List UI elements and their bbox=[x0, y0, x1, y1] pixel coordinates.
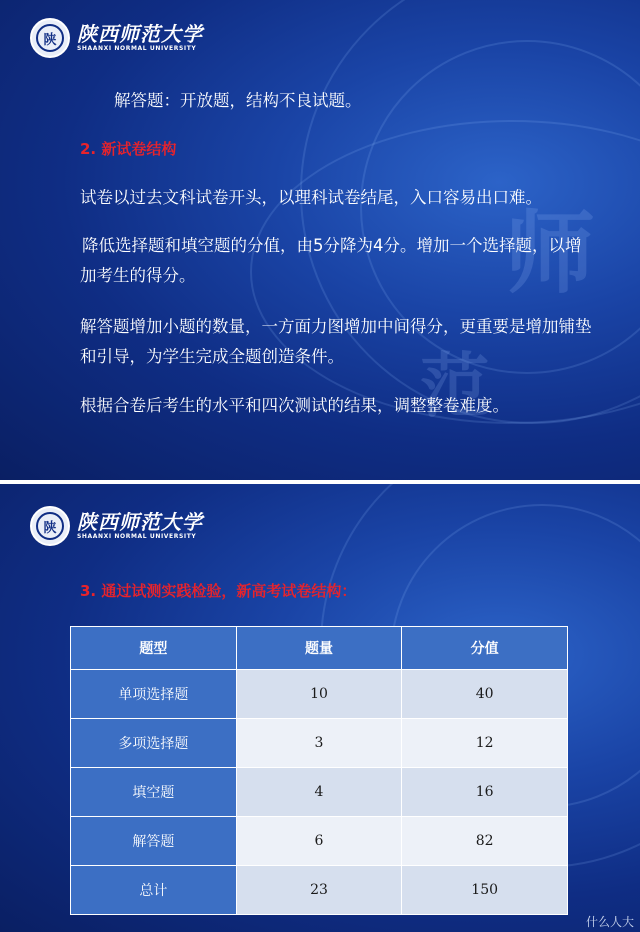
table-cell-score: 82 bbox=[402, 817, 568, 866]
section-heading: 2. 新试卷结构 bbox=[80, 140, 177, 158]
university-name-cn: 陕西师范大学 bbox=[77, 22, 203, 46]
university-name-en: SHAANXI NORMAL UNIVERSITY bbox=[77, 533, 197, 540]
table-cell-type: 解答题 bbox=[71, 817, 237, 866]
university-logo bbox=[30, 18, 203, 58]
slide-2 bbox=[0, 484, 640, 932]
paragraph: 解答题增加小题的数量，一方面力图增加中间得分，更重要是增加铺垫和引导，为学生完成全题创造条件。 bbox=[80, 317, 592, 366]
paragraph: 根据合卷后考生的水平和四次测试的结果，调整整卷难度。 bbox=[80, 396, 509, 415]
university-name-cn: 陕西师范大学 bbox=[77, 510, 203, 534]
university-seal-icon: 陕 bbox=[30, 506, 70, 546]
table-cell-type: 总计 bbox=[71, 866, 237, 915]
table-cell-count: 10 bbox=[236, 670, 402, 719]
paragraph: 降低选择题和填空题的分值，由5分降为4分。增加一个选择题，以增加考生的得分。 bbox=[80, 236, 582, 285]
table-cell-count: 23 bbox=[236, 866, 402, 915]
table-cell-count: 6 bbox=[236, 817, 402, 866]
paragraph: 试卷以过去文科试卷开头，以理科试卷结尾，入口容易出口难。 bbox=[80, 188, 542, 207]
table-header-cell: 题型 bbox=[71, 627, 237, 670]
table-row bbox=[71, 817, 568, 866]
table-row bbox=[71, 719, 568, 768]
table-header-cell: 题量 bbox=[236, 627, 402, 670]
table-cell-score: 150 bbox=[402, 866, 568, 915]
table-cell-score: 40 bbox=[402, 670, 568, 719]
university-name-en: SHAANXI NORMAL UNIVERSITY bbox=[77, 45, 197, 52]
table-row bbox=[71, 866, 568, 915]
watermark-decoration: 师 bbox=[505, 200, 595, 306]
table-row bbox=[71, 768, 568, 817]
section-heading: 3. 通过试测实践检验，新高考试卷结构： bbox=[80, 582, 357, 600]
table-cell-type: 单项选择题 bbox=[71, 670, 237, 719]
paragraph: 解答题：开放题，结构不良试题。 bbox=[114, 91, 362, 110]
table-header-row bbox=[71, 627, 568, 670]
table-header-cell: 分值 bbox=[402, 627, 568, 670]
table-row bbox=[71, 670, 568, 719]
table-cell-type: 多项选择题 bbox=[71, 719, 237, 768]
table-cell-type: 填空题 bbox=[71, 768, 237, 817]
table-cell-score: 16 bbox=[402, 768, 568, 817]
table-cell-score: 12 bbox=[402, 719, 568, 768]
table-cell-count: 3 bbox=[236, 719, 402, 768]
table-cell-count: 4 bbox=[236, 768, 402, 817]
corner-watermark-text: 什么人大 bbox=[585, 915, 634, 929]
exam-structure-table bbox=[70, 626, 568, 915]
university-seal-icon: 陕 bbox=[30, 18, 70, 58]
watermark-decoration: 范 bbox=[420, 344, 490, 427]
university-logo bbox=[30, 506, 203, 546]
